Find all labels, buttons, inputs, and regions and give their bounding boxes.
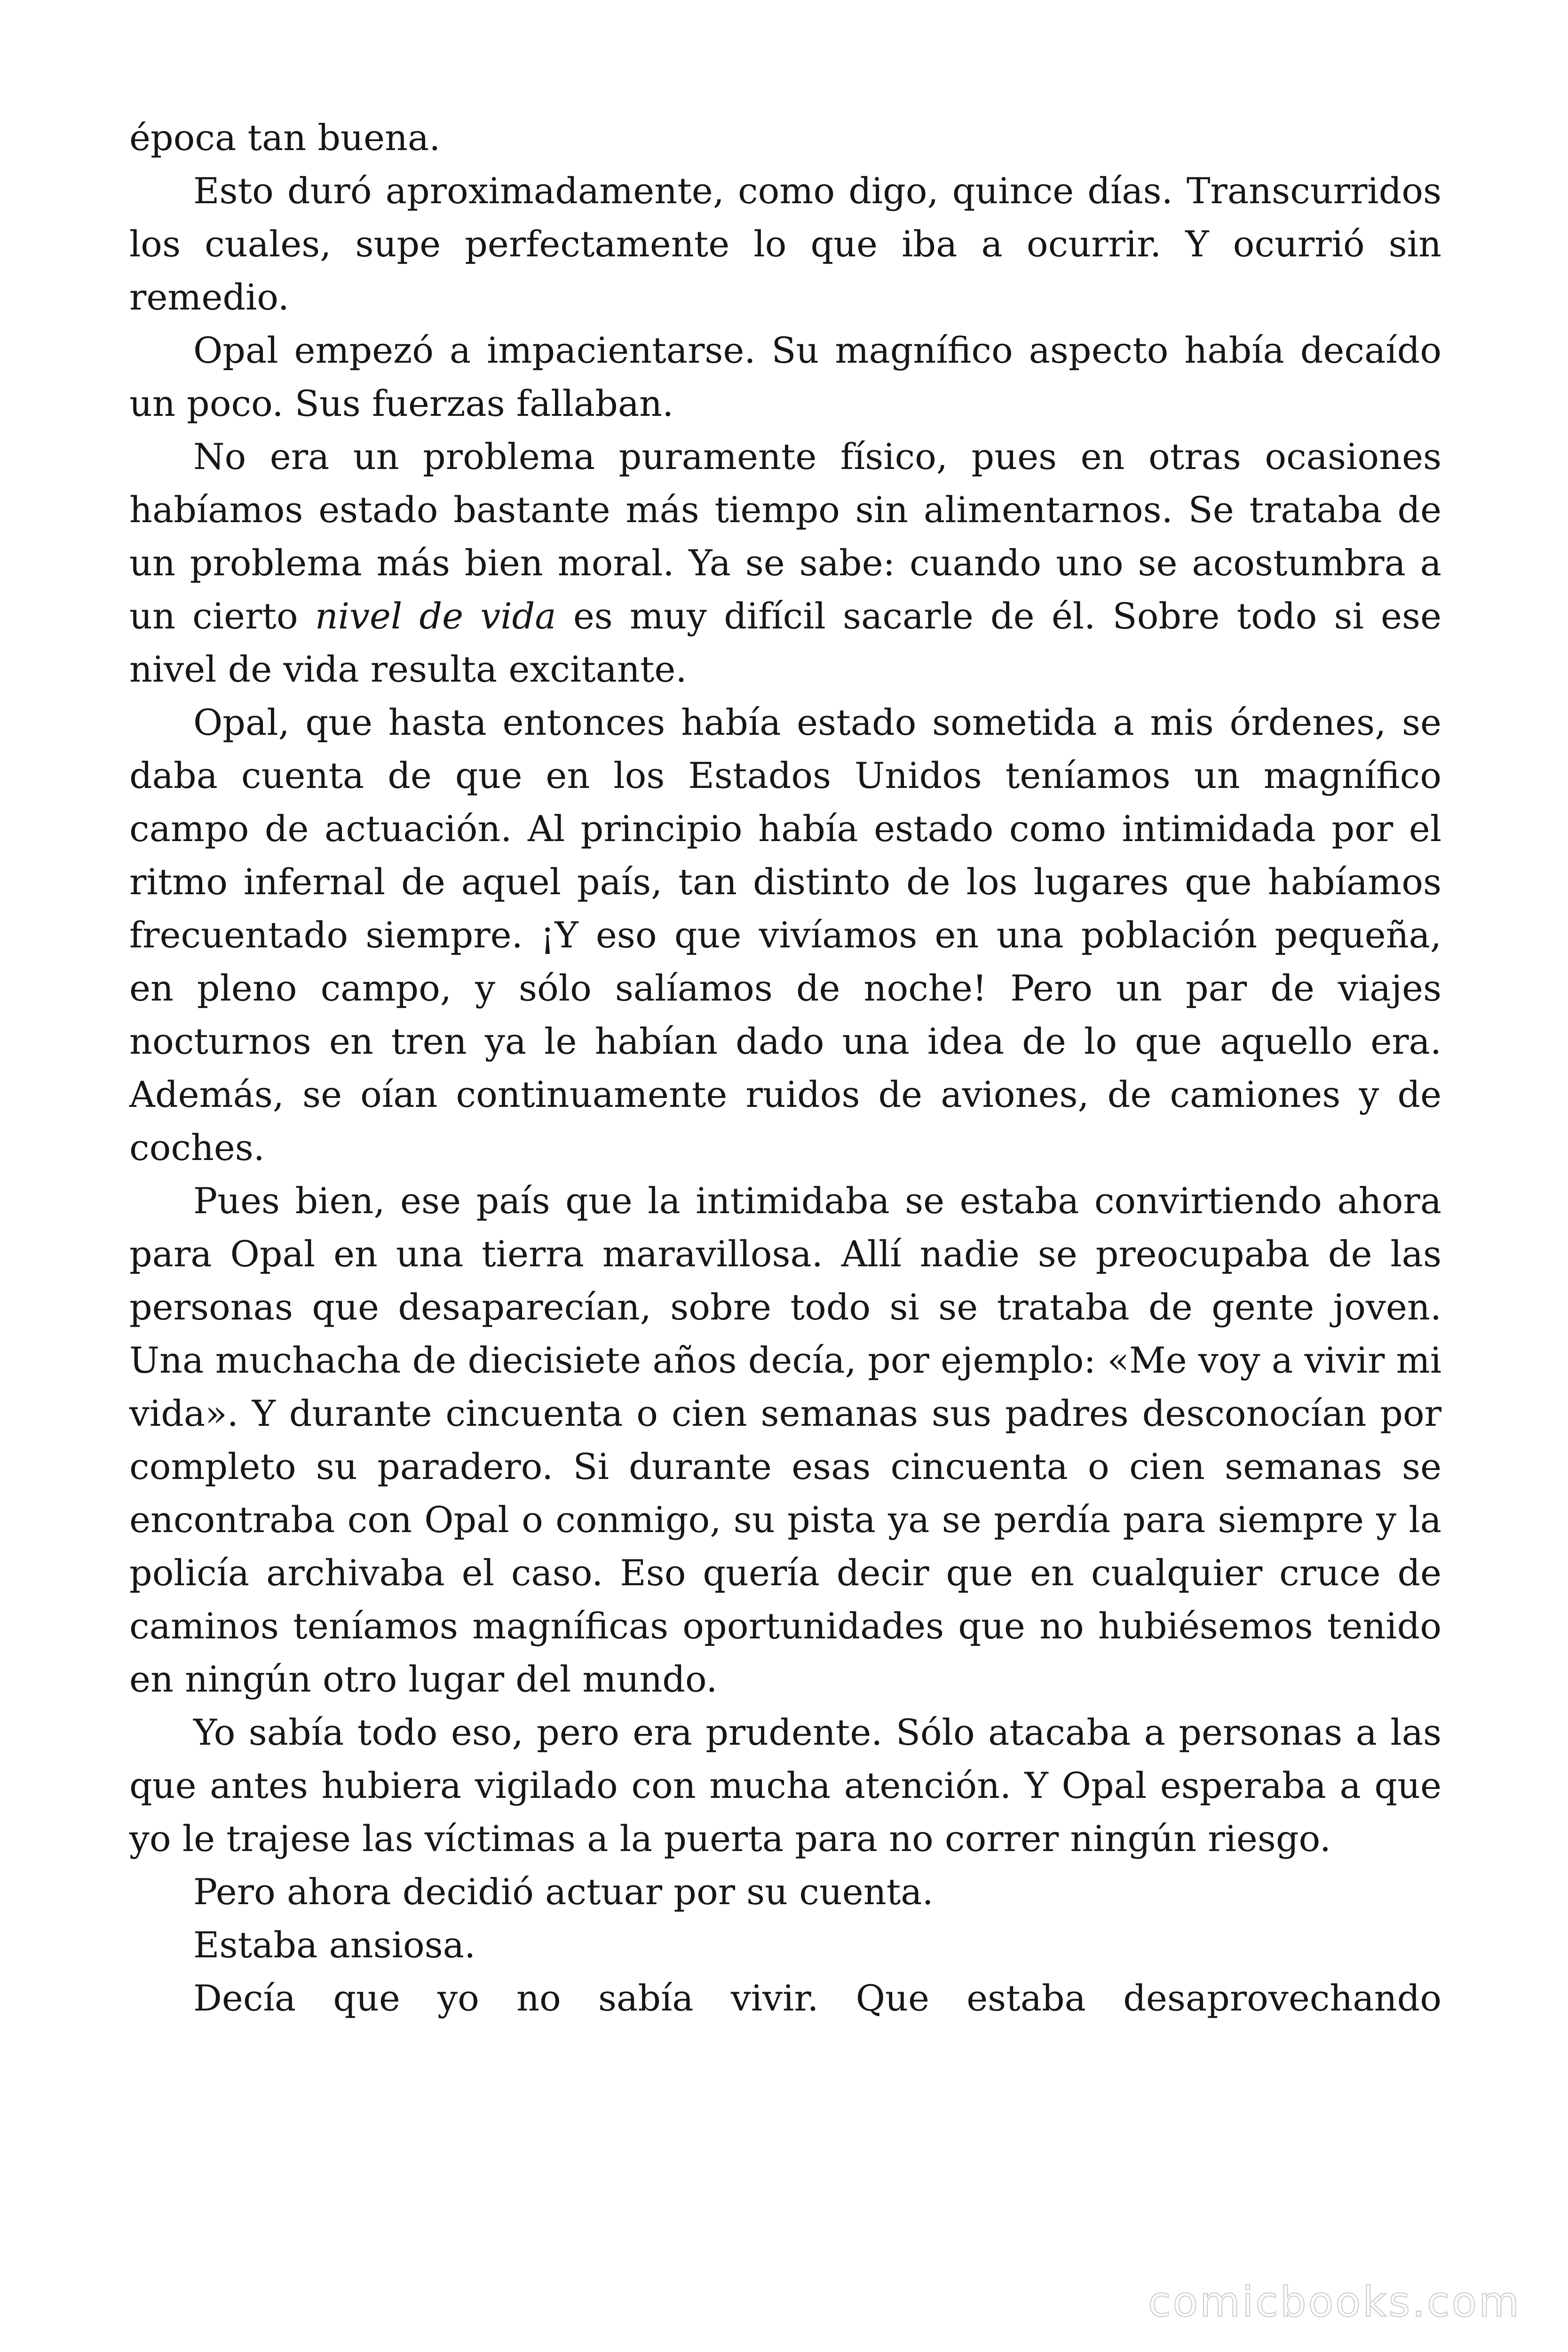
paragraph-last: Decía que yo no sabía vivir. Que estaba desaprovechando (193, 1977, 1441, 2019)
paragraph: Opal empezó a impacientarse. Su magnífico aspecto había decaído un poco. Sus fuerzas fallaban. (129, 329, 1441, 424)
watermark: comicbooks.com (1148, 2278, 1521, 2326)
paragraph: Pero ahora decidió actuar por su cuenta. (193, 1871, 934, 1913)
paragraph: Opal, que hasta entonces había estado sometida a mis órdenes, se daba cuenta de que en los Estados Unidos teníamos un magnífico campo de actuación. Al principio había estado como intimidada por el ritmo infernal de aquel país, tan distinto de los lugares que habíamos frecuentado siempre. ¡Y eso que vivíamos en una población pequeña, en pleno campo, y sólo salíamos de noche! Pero un par de viajes nocturnos en tren ya le habían dado una idea de lo que aquello era. Además, se oían continuamente ruidos de aviones, de camiones y de coches. (129, 701, 1441, 1168)
page-text-body (129, 111, 1441, 2025)
paragraph-text: No era un problema puramente físico, pues en otras ocasiones habíamos estado bastante más tiempo sin alimentarnos. Se trataba de un problema más bien moral. Ya se sabe: cuando uno se acostumbra a un cierto (129, 436, 1441, 637)
paragraph-text: es muy difícil sacarle de él. Sobre todo si ese nivel de vida resulta excitante. (129, 595, 1441, 690)
paragraph: Estaba ansiosa. (193, 1924, 476, 1966)
paragraph: Pues bien, ese país que la intimidaba se estaba convirtiendo ahora para Opal en una tierra maravillosa. Allí nadie se preocupaba de las personas que desaparecían, sobre todo si se trataba de gente joven. Una muchacha de diecisiete años decía, por ejemplo: «Me voy a vivir mi vida». Y durante cincuenta o cien semanas sus padres desconocían por completo su paradero. Si durante esas cincuenta o cien semanas se encontraba con Opal o conmigo, su pista ya se perdía para siempre y la policía archivaba el caso. Eso quería decir que en cualquier cruce de caminos teníamos magníficas oportunidades que no hubiésemos tenido en ningún otro lugar del mundo. (129, 1180, 1441, 1700)
paragraph: Esto duró aproximadamente, como digo, quince días. Transcurridos los cuales, supe perfectamente lo que iba a ocurrir. Y ocurrió sin remedio. (129, 170, 1441, 318)
italic-phrase: nivel de vida (315, 595, 556, 637)
paragraph: Yo sabía todo eso, pero era prudente. Sólo atacaba a personas a las que antes hubiera vigilado con mucha atención. Y Opal esperaba a que yo le trajese las víctimas a la puerta para no correr ningún riesgo. (129, 1711, 1441, 1859)
paragraph (129, 430, 1441, 696)
paragraph-continued: época tan buena. (129, 117, 441, 159)
